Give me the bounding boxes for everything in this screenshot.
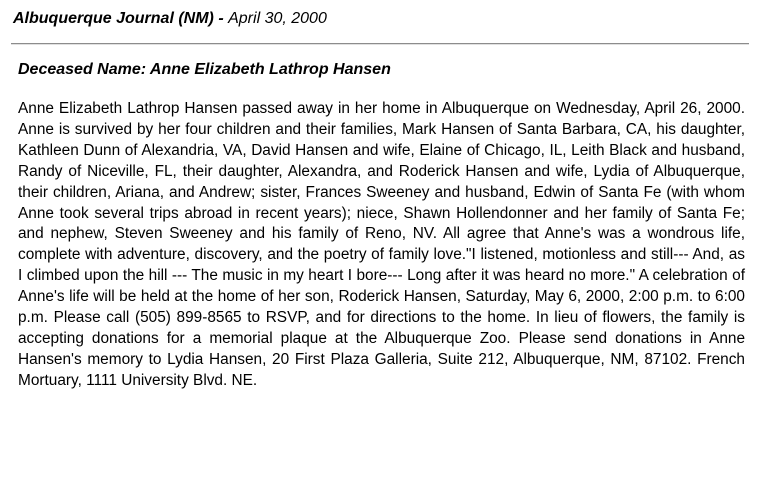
publication-date: April 30, 2000 — [228, 10, 327, 27]
newspaper-name: Albuquerque Journal (NM) — [13, 10, 214, 27]
obituary-body: Anne Elizabeth Lathrop Hansen passed away in her home in Albuquerque on Wednesday, April 26, 2000. Anne is survived by her four children and their families, Mark Hansen of Santa Barbara, CA, his daughter, Kathleen Dunn of Alexandria, VA, David Hansen and wife, Elaine of Chicago, IL, Leith Black and husband, Randy of Niceville, FL, their daughter, Alexandra, and Roderick Hansen and wife, Lydia of Albuquerque, their children, Ariana, and Andrew; sister, Frances Sweeney and husband, Edwin of Santa Fe (with whom Anne took several trips abroad in recent years); niece, Shawn Hollendonner and her family of Santa Fe; and nephew, Steven Sweeney and his family of Reno, NV. All agree that Anne's was a wondrous life, complete with adventure, discovery, and the poetry of family love."I listened, motionless and still--- And, as I climbed upon the hill --- The music in my heart I bore--- Long after it was heard no more." A celebration of Anne's life will be held at the home of her son, Roderick Hansen, Saturday, May 6, 2000, 2:00 p.m. to 6:00 p.m. Please call (505) 899-8565 to RSVP, and for directions to the home. In lieu of flowers, the family is accepting donations for a memorial plaque at the Albuquerque Zoo. Please send donations in Anne Hansen's memory to Lydia Hansen, 20 First Plaza Galleria, Suite 212, Albuquerque, NM, 87102. French Mortuary, 1111 University Blvd. NE. — [18, 100, 745, 389]
header-separator: - — [213, 10, 229, 27]
deceased-name-heading: Deceased Name: Anne Elizabeth Lathrop Hansen — [18, 61, 391, 78]
source-header — [13, 9, 327, 29]
header-divider — [11, 43, 749, 45]
